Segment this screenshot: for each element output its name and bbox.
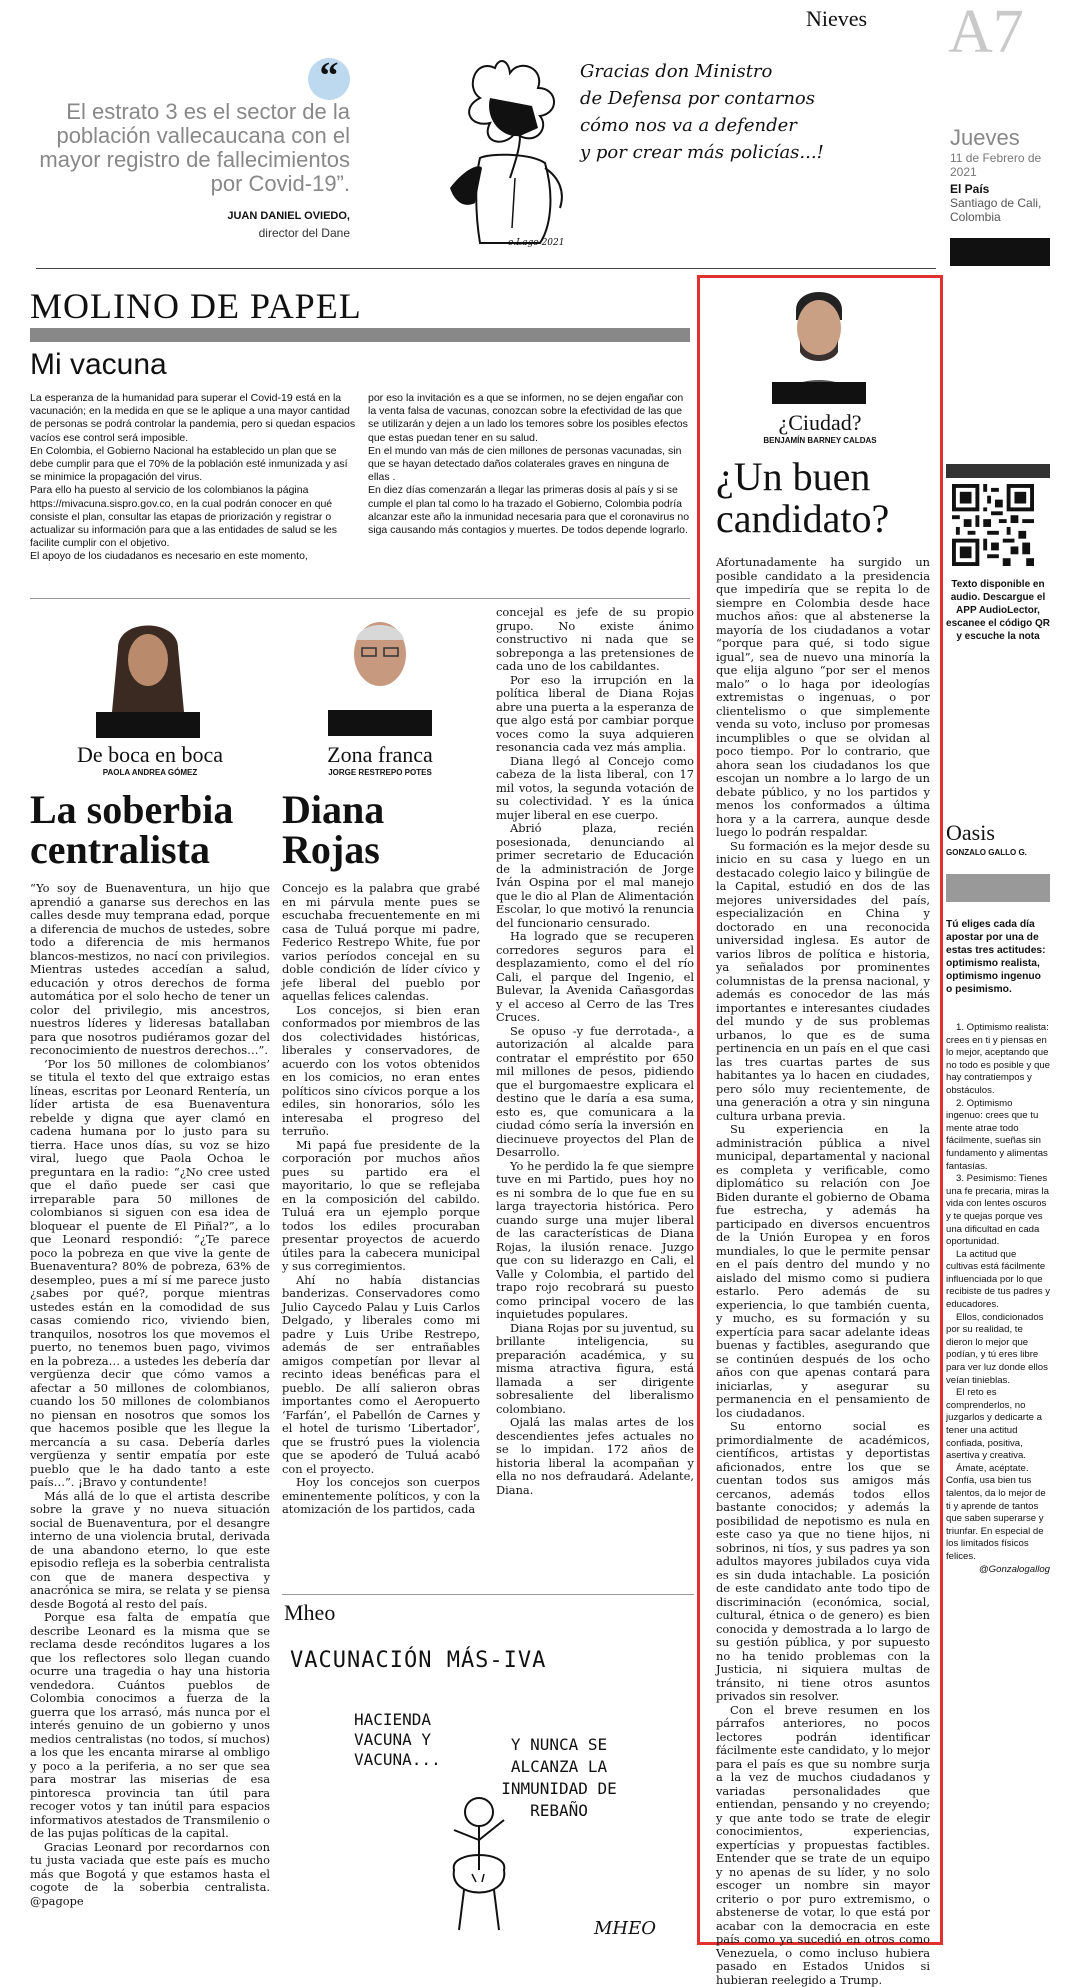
quote-author: JUAN DANIEL OVIEDO, [150,210,350,222]
paragraph: “Yo soy de Buenaventura, un hijo que aprendió a ganarse sus derechos en las calles desde muy temprana edad, porque a diferencia de muchos de ustedes, sobre todo a diferencia de mis hermanos blancos-mestizos, no nací con privilegios. Mientras ustedes accedían a salud, educación y otros derechos de forma automática por el solo hecho de tener un color del privilegio, mis ancestros, nuestros líderes y lideresas batallaban para que nosotros pudiéramos gozar del reconocimiento de nuestros derechos…”. [30,882,270,1058]
column-body [282,882,480,1517]
column-byline: PAOLA ANDREA GÓMEZ [30,768,270,777]
cartoon-label: Mheo [284,1600,335,1626]
cartoon-caption-line: de Defensa por contarnos [580,85,880,112]
page-number: A7 [948,0,1024,64]
paragraph: Diana llegó al Concejo como cabeza de la lista liberal, con 17 mil votos, la segunda votación de su colectividad. Y es la única mujer liberal en ese cuerpo. [496,755,694,823]
paragraph: Más allá de lo que el artista describe sobre la grave y no nueva situación social de Buenaventura, por el desangre interno de una violencia brutal, derivada de una abandono eterno, lo que este episodio refleja es la soberbia centralista con que de manera despectiva y anacrónica se mira, se relata y se piensa desde Bogotá al resto del país. [30,1490,270,1612]
editorial-title: MOLINO DE PAPEL [30,286,362,326]
paragraph: La esperanza de la humanidad para superar el Covid-19 está en la vacunación; en la medida en que se le aplique a una mayor cantidad de personas se podrá controlar la pandemia, pero si quedan espacios vacíos ese control será imposible. [30,392,358,445]
column-headline: Diana Rojas [282,790,482,870]
column-body [30,882,270,1908]
cartoon-signature: MHEO [594,1918,656,1939]
editorial-rule [30,328,690,342]
paragraph: La actitud que cultivas está fácilmente influenciada por lo que recibiste de tus padres y educadores. [946,1249,1050,1312]
paper-name: El País [950,182,989,196]
editorial-col-2 [368,392,690,537]
mheo-cartoon [284,1690,694,1945]
paragraph: Ahí no había distancias banderizas. Conservadores como Julio Caycedo Palau y Luis Carlos Delgado, y liberales como mi padre y Luis Uribe Restrepo, además de ser entrañables amigos competían por llevar al recinto ideas benéficas para el pueblo. De allí salieron obras importantes como el Aeropuerto ‘Farfán’, el Pabellón de Carnes y el hotel de turismo ‘Libertador’, que se frustró pues la violencia que se apoderó de Tuluá acabó con el proyecto. [282,1274,480,1477]
edition-city: Santiago de Cali, Colombia [950,196,1060,224]
column-headline: La soberbia centralista [30,790,270,870]
paragraph: El apoyo de los ciudadanos es necesario en este momento, [30,550,358,563]
oasis-body [946,1022,1050,1576]
column-section: Zona franca [280,742,480,768]
paragraph: Ellos, condicionados por su realidad, te dieron lo mejor que podían, y tú eres libre para ver luz donde ellos veían tinieblas. [946,1312,1050,1388]
paragraph: Su entorno social es primordialmente de académicos, científicos, artistas y deportistas aficionados, entre los que se cuentan todos sus amigos más cercanos, además todos ellos bastante conocidos; y además la posibilidad de nepotismo es nula en este caso ya que no tiene hijos, ni sobrinos, ni tíos, y sus padres ya son adultos mayores jubilados cuya vida es sin duda intachable. La posición de este candidato ante todo tipo de discriminación (económica, social, cultural, étnica o de genero) es bien conocida y demostrada a lo largo de su gestión pública, y por supuesto no ha tenido problemas con la Justicia, ni siquiera multas de tránsito, ni tiene otros asuntos privados sin resolver. [716,1420,930,1704]
paragraph: Su formación es la mejor desde su inicio en su casa y luego en un destacado colegio laico y bilingüe de la Capital, estudió en dos de las mejores universidades del país, especialización en China y doctorado en una reconocida universidad inglesa. Es autor de varios libros de política e historia, ya señalados por prominentes columnistas de la prensa nacional, y además es conocedor de las más importantes e interesantes ciudades del mundo y de sus problemas urbanos, lo que es de suma pertinencia en un país en el que casi las tres cuartas partes de sus habitantes ya lo hacen en ciudades, pero sólo muy recientemente, de una generación a otra y sin ninguna cultura urbana previa. [716,840,930,1124]
paragraph: En Colombia, el Gobierno Nacional ha establecido un plan que se debe cumplir para que el 70% de la población esté inmunizada y así se minimice la propagación del virus. [30,445,358,485]
author-photo [96,608,200,738]
oasis-handle: @Gonzalogallog [946,1564,1050,1577]
quote-role: director del Dane [150,226,350,240]
cartoon-signature: e.Lago 2021 [508,238,564,248]
paragraph: Para ello ha puesto al servicio de los colombianos la página https://mivacuna.sispro.gov.co, en la cual podrán conocer en qué consiste el plan, consultar las etapas de priorización y registrar o actualizar su información para que a las entidades de salud se les facilite cumplir con el objetivo. [30,484,358,550]
cartoon-character [424,1790,534,1940]
header-rule [36,268,936,269]
author-photo [328,604,432,736]
paragraph: ‘Por los 50 millones de colombianos’ se titula el texto del que extraigo estas líneas, escritas por Leonard Rentería, un líder artista de esa Buenaventura rebelde y digna que ayer clamó en cadena humana por lo justo para su tierra. Hace unos días, su voz se hizo viral, luego que Paola Ochoa le preguntara en la radio: “¿No cree usted que el daño puede ser casi que irreparable para 50 millones de colombianos si siguen con esa idea de bloquear el puente de El Piñal?”, a lo que Leonard respondió: “¿Te parece poco la pobreza en que vive la gente de Buenaventura? 80% de pobreza, 63% de desempleo, pues a mí sí me parece justo ¿sabes por qué?, porque mientras ustedes están en la comodidad de sus casas comiendo rico, viviendo bien, tranquilos, nosotros los que movemos el puerto, no tenemos buen pago, vivimos en la pobreza… a ustedes les debería dar vergüenza decir que cómo vamos a afectar a 50 millones de colombianos, cuando los 50 millones de colombianos no piensan en nosotros que somos los que hacemos posible que les llegue la mercancía a su casa. Debería darles vergüenza y sentir empatía por este pueblo que le ha dado tanto a este país…”. ¡Bravo y contundente! [30,1058,270,1490]
audio-note: Texto disponible en audio. Descargue el APP AudioLector, escanee el código QR y escuche la nota [946,578,1050,643]
header-black-bar [950,238,1050,266]
editorial-col-1 [30,392,358,564]
cartoon-rule [282,1594,694,1595]
cartoon-caption-line: cómo nos va a defender [580,112,880,139]
speech-bubble-right: Y NUNCA SE ALCANZA LA INMUNIDAD DE REBAÑO [494,1734,624,1822]
paragraph: Gracias Leonard por recordarnos con tu justa vaciada que este país es mucho más que Bogotá y que estamos hasta el cogote de la soberbia centralista. @pagope [30,1841,270,1909]
paragraph: 2. Optimismo ingenuo: crees que tu mente atrae todo fácilmente, sueñas sin fundamento y alimentas fantasías. [946,1098,1050,1174]
column-byline: JORGE RESTREPO POTES [280,768,480,777]
paragraph: Yo he perdido la fe que siempre tuve en mi Partido, pues hoy no es ni sombra de lo que fue en su larga trayectoria histórica. Pero cuando surge una mujer liberal de las características de Diana Rojas, la ilusión renace. Juzgo que con su liderazgo en Cali, el Valle y Colombia, el partido del trapo rojo recobrará su puesto como principal vocero de las inquietudes populares. [496,1160,694,1322]
paragraph: 3. Pesimismo: Tienes una fe precaria, miras la vida con lentes oscuros y te quejas porque ves una dificultad en cada oportunidad. [946,1173,1050,1249]
editorial-bottom-rule [30,598,690,599]
qr-code-icon [952,484,1034,566]
pull-quote: El estrato 3 es el sector de la población vallecaucana con el mayor registro de fallecimientos por Covid-19”. [30,100,350,196]
paragraph: Su experiencia en la administración pública a nivel municipal, departamental y nacional es completa y verificable, como diplomático su relación con Joe Biden durante el gobierno de Obama fue estrecha, y además ha participado en diversos encuentros de la Unión Europea y en foros mundiales, lo que le permite pensar en el país dentro del mundo y no aislado del mismo como si pudiera estarlo. Pero además de su experiencia, lo que también cuenta, y mucho, es su formación y su expertícia para sacar adelante ideas buenas y factibles, asegurando que se continúen después de los ocho años con que apenas contará para iniciarlas, y asegurar su permanencia en el pensamiento de los ciudadanos. [716,1123,930,1420]
paragraph: Afortunadamente ha surgido un posible candidato a la presidencia que impediría que se repita lo de siempre en Colombia desde hace muchos años: que al abstenerse la mayoría de los ciudadanos a votar “porque para qué, si todo sigue igual”, sea de nuevo una minoría la que elija alguno “por ser el menos malo” o lo haga por ideologías extremistas o ingenuas, o por clientelismo o que simplemente venda su voto, incluso por promesas incumplibles o que se olvidan al poco tiempo. Por lo contrario, que ahora sean los ciudadanos los que escojan un nombre a lo largo de un debate público, y no los partidos y menos los conformados a última hora y a la carrera, aunque desde luego lo podrán respaldar. [716,556,930,840]
paragraph: Hoy los concejos son cuerpos eminentemente políticos, y con la atomización de los partidos, cada [282,1476,480,1517]
oasis-intro: Tú eliges cada día apostar por una de estas tres actitudes: optimismo realista, optimismo ingenuo o pesimismo. [946,918,1050,996]
column-body [716,556,930,1987]
paragraph: Concejo es la palabra que grabé en mi párvula mente pues se escuchaba frecuentemente en mi casa de Tuluá porque mi padre, Federico Restrepo White, fue por varios períodos concejal en su doble condición de líder cívico y jefe liberal del pueblo por aquellas felices calendas. [282,882,480,1004]
paragraph: Ha logrado que se recuperen corredores seguros para el desplazamiento, como el del río Cali, el parque del Ingenio, el Bulevar, la Avenida Cañasgordas y el acceso al Cerro de las Tres Cruces. [496,930,694,1025]
paragraph: Por eso la irrupción en la política liberal de Diana Rojas abre una puerta a la esperanza de que algo está por cambiar porque voces como la suya adquieren resonancia cada vez más amplia. [496,674,694,755]
paragraph: 1. Optimismo realista: crees en ti y piensas en lo mejor, aceptando que no todo es posible y que hay contratiempos y obstáculos. [946,1022,1050,1098]
paragraph: Porque esa falta de empatía que describe Leonard es la misma que se reclama desde recónditos lugares a los que los reflectores solo llegan cuando ocurre una tragedia o hay una historia vendedora. Cuántos pueblos de Colombia conocimos a fuerza de la guerra que los arrasó, más nunca por el interés genuino de un gobierno y unos medios centralistas (no todos, sí muchos) a los que les encanta mirarse al ombligo y poco a la periferia, a no ser que sea para mostrar las miserias de esa pintoresca provincia tan útil para recoger votos y tan inútil para espacios informativos atestados de Transmilenio o de las pujas políticas de la capital. [30,1611,270,1841]
column-body [496,606,694,1497]
cartoon-title: VACUNACIÓN MÁS-IVA [290,1648,546,1673]
column-byline: BENJAMÍN BARNEY CALDAS [700,436,940,445]
column-section: De boca en boca [30,742,270,768]
cartoon-caption-line: Gracias don Ministro [580,58,880,85]
paragraph: Mi papá fue presidente de la corporación por muchos años pues su partido era el mayoritario, lo que se reflejaba en la composición del cabildo. Tuluá era un ejemplo porque todos los ediles procuraban presentar proyectos de acuerdo útiles para la cabecera municipal y sus corregimientos. [282,1139,480,1274]
quote-mark-icon: “ [308,58,350,100]
paragraph: El reto es comprenderlos, no juzgarlos y dedicarte a tener una actitud confiada, positiva, asertiva y creativa. [946,1387,1050,1463]
paragraph: por eso la invitación es a que se informen, no se dejen engañar con la venta falsa de vacunas, conozcan sobre la efectividad de las que se utilizarán y dejen a un lado los temores sobre los posibles efectos que estas puedan tener en su salud. [368,392,690,445]
editorial-cartoon [420,28,880,258]
oasis-rule [946,874,1050,902]
right-strip-rule [946,464,1050,478]
column-headline: ¿Un buen candidato? [716,456,930,540]
column-section: ¿Ciudad? [700,410,940,436]
paragraph: Se opuso -y fue derrotada-, a autorización al alcalde para contratar el empréstito por 650 mil millones de pesos, pidiendo que el burgomaestre explicara el destino que le daría a esa suma, esto es, que comunicara a la ciudad cómo sería la inversión en diecinueve proyectos del Plan de Desarrollo. [496,1025,694,1160]
oasis-byline: GONZALO GALLO G. [946,848,1050,857]
paragraph: Con el breve resumen en los párrafos anteriores, no pocos lectores podrán identificar fácilmente este candidato, y lo mejor para el país es que su nombre surja a la vez de muchos ciudadanos y variadas personalidades que entiendan, pensando y no creyendo; y que ante todo se trate de elegir conocimientos, experiencias, expertícias y propuestas factibles. Entender que se trate de un equipo y no apenas de su líder, y no solo escoger un nombre sin mayor criterio o por puro extremismo, o abstenerse de votar, lo que está por acabar con la democracia en este país como ya sucedió en otros como Venezuela, o como incluso hubiera pasado en Estados Unidos si hubieran reelegido a Trump. [716,1704,930,1987]
oasis-section: Oasis [946,820,995,846]
cartoon-caption-line: y por crear más policías...! [580,139,880,166]
paragraph: concejal es jefe de su propio grupo. No existe ánimo constructivo ni nada que se sobreponga a las pretensiones de cada uno de los cabildantes. [496,606,694,674]
paragraph: Ojalá las malas artes de los descendientes jefes actuales no se lo impidan. 172 años de historia liberal la acompañan y ella no nos defraudará. Adelante, Diana. [496,1416,694,1497]
edition-day: Jueves [950,125,1020,151]
paragraph: Diana Rojas por su juventud, su brillante inteligencia, su preparación académica, y su misma atractiva figura, está llamada a ser dirigente sobresaliente del liberalismo colombiano. [496,1322,694,1417]
author-photo [772,280,866,404]
paragraph: En diez días comenzarán a llegar las primeras dosis al país y si se cumple el plan tal como lo ha trazado el Gobierno, Colombia podría alcanzar este año la inmunidad necesaria para que el coronavirus no siga causando más contagios y muertes. De todos depende lograrlo. [368,484,690,537]
edition-date: 11 de Febrero de 2021 [950,151,1060,179]
section-name: Nieves [806,6,867,32]
paragraph: En el mundo van más de cien millones de personas vacunadas, sin que se hayan detectado daños colaterales graves en ninguna de ellas . [368,445,690,485]
editorial-subtitle: Mi vacuna [30,348,167,382]
paragraph: Los concejos, si bien eran conformados por miembros de las dos colectividades históricas, liberales y conservadores, de acuerdo con los votos obtenidos en los comicios, no eran entes políticos sino cívicos porque a los ediles, sin honorarios, sólo les interesaba el progreso del terruño. [282,1004,480,1139]
speech-bubble-left: HACIENDA VACUNA Y VACUNA... [354,1710,464,1770]
paragraph: Ámate, acéptate. Confía, usa bien tus talentos, da lo mejor de ti y aprende de tantos que saben superarse y triunfar. En especial de los limitados físicos felices. [946,1463,1050,1564]
paragraph: Abrió plaza, recién posesionada, denunciando al primer secretario de Educación de la administración de Jorge Iván Ospina por el mal manejo que le dio al Plan de Alimentación Escolar, lo que motivó la renuncia del funcionario censurado. [496,822,694,930]
